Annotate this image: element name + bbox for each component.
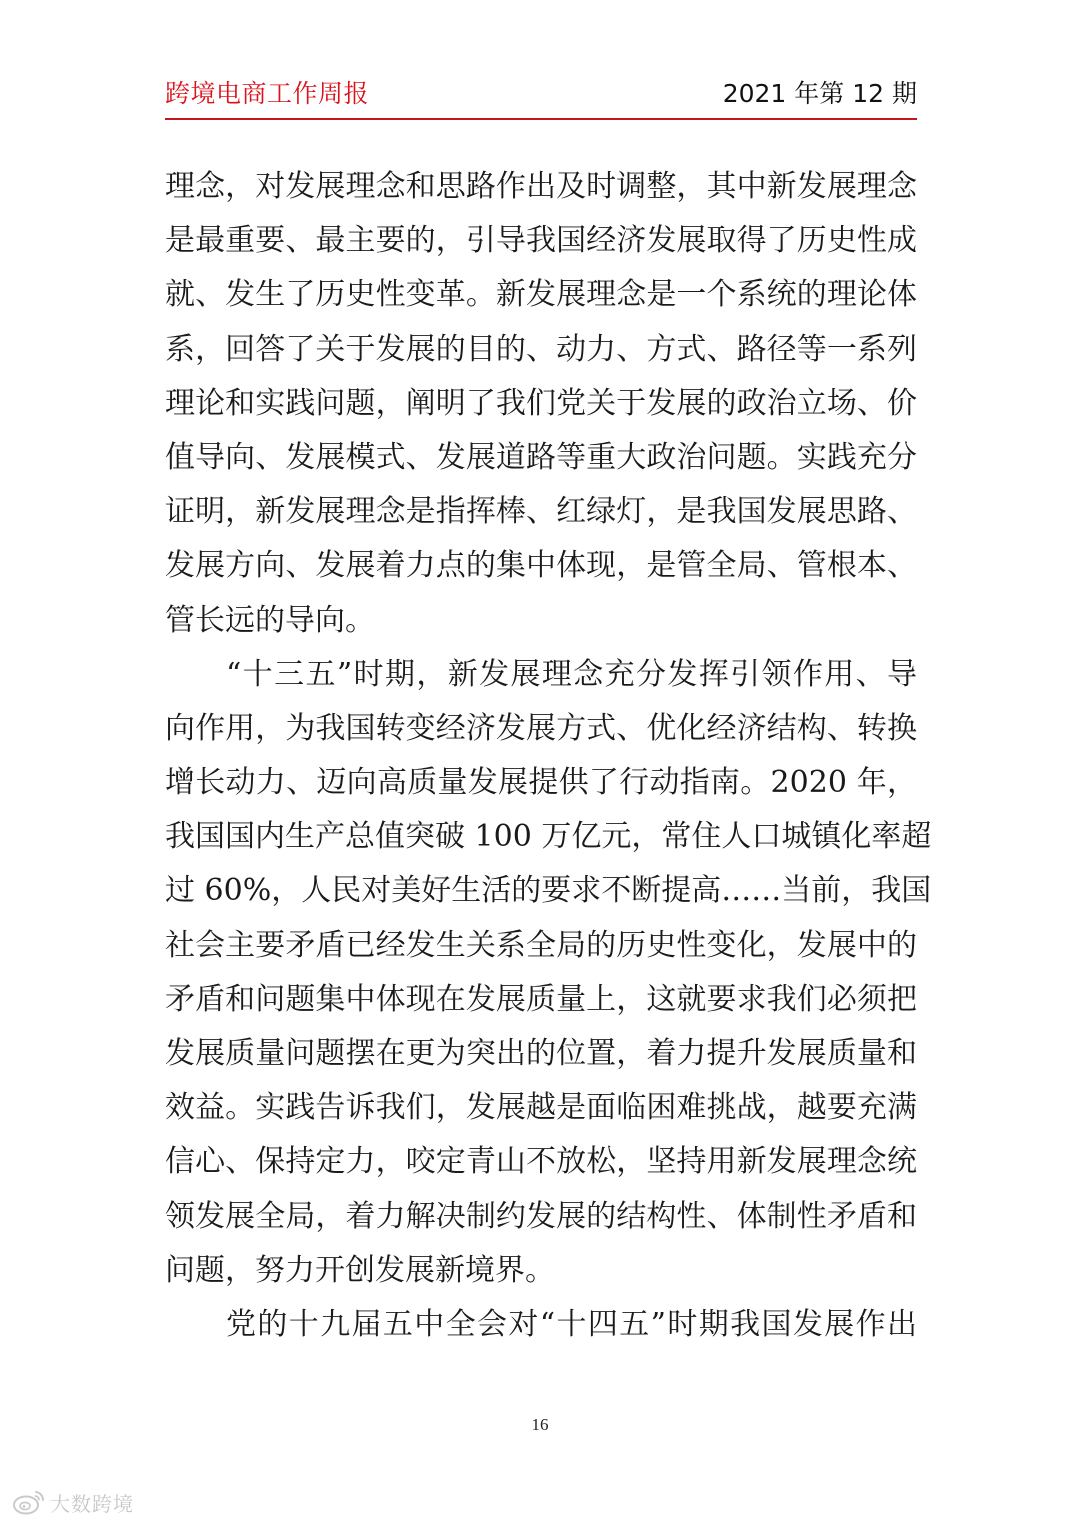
header-divider bbox=[165, 118, 917, 120]
text-line: 发展方向、发展着力点的集中体现，是管全局、管根本、 bbox=[165, 548, 917, 584]
text-line: 管长远的导向。 bbox=[165, 602, 375, 638]
text-line: 社会主要矛盾已经发生关系全局的历史性变化，发展中的 bbox=[165, 927, 917, 963]
text-line: 信心、保持定力，咬定青山不放松，坚持用新发展理念统 bbox=[165, 1144, 917, 1180]
text-line: 矛盾和问题集中体现在发展质量上，这就要求我们必须把 bbox=[165, 981, 917, 1017]
text-line: 就、发生了历史性变革。新发展理念是一个系统的理论体 bbox=[165, 277, 917, 313]
page-header bbox=[165, 74, 917, 114]
text-line: 值导向、发展模式、发展道路等重大政治问题。实践充分 bbox=[165, 439, 917, 475]
watermark bbox=[12, 1487, 134, 1517]
publication-title: 跨境电商工作周报 bbox=[165, 79, 370, 108]
text-line: 证明，新发展理念是指挥棒、红绿灯，是我国发展思路、 bbox=[165, 494, 917, 530]
weibo-logo-icon bbox=[12, 1488, 46, 1516]
paragraph-first-line: “十三五”时期，新发展理念充分发挥引领作用、导 bbox=[226, 656, 917, 692]
paragraph-first-line: 党的十九届五中全会对“十四五”时期我国发展作出 bbox=[226, 1306, 917, 1342]
text-line: 过 60%，人民对美好生活的要求不断提高……当前，我国 bbox=[165, 873, 932, 909]
text-line: 我国国内生产总值突破 100 万亿元，常住人口城镇化率超 bbox=[165, 819, 932, 855]
text-line: 效益。实践告诉我们，发展越是面临困难挑战，越要充满 bbox=[165, 1090, 917, 1126]
text-line: 增长动力、迈向高质量发展提供了行动指南。2020 年， bbox=[165, 765, 917, 801]
text-line: 理念，对发展理念和思路作出及时调整，其中新发展理念 bbox=[165, 169, 917, 204]
issue-number: 2021 年第 12 期 bbox=[722, 79, 917, 108]
watermark-text: 大数跨境 bbox=[50, 1491, 134, 1516]
page-number: 16 bbox=[531, 1415, 549, 1434]
text-line: 系，回答了关于发展的目的、动力、方式、路径等一系列 bbox=[165, 331, 917, 367]
text-line: 领发展全局，着力解决制约发展的结构性、体制性矛盾和 bbox=[165, 1198, 917, 1234]
text-line: 发展质量问题摆在更为突出的位置，着力提升发展质量和 bbox=[165, 1036, 917, 1071]
text-line: 向作用，为我国转变经济发展方式、优化经济结构、转换 bbox=[165, 710, 917, 746]
text-line: 理论和实践问题，阐明了我们党关于发展的政治立场、价 bbox=[165, 385, 917, 421]
text-line: 是最重要、最主要的，引导我国经济发展取得了历史性成 bbox=[165, 223, 917, 259]
text-line: 问题，努力开创发展新境界。 bbox=[165, 1252, 555, 1288]
article-body bbox=[165, 160, 932, 1352]
